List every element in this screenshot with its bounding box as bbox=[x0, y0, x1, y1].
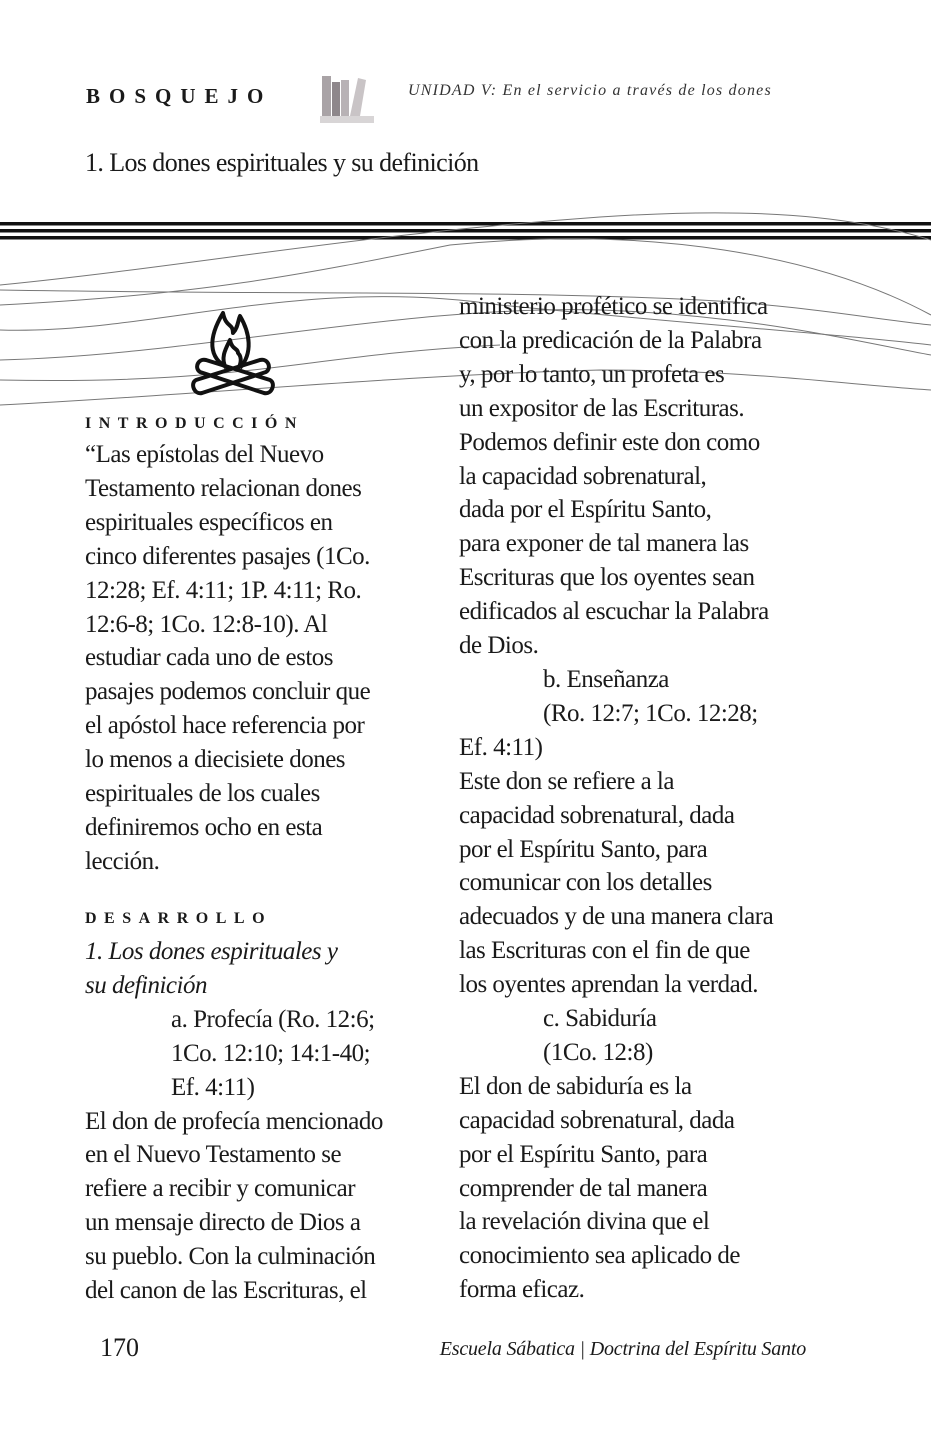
body-line: Escrituras que los oyentes sean bbox=[459, 564, 755, 592]
item-b-heading: (Ro. 12:7; 1Co. 12:28; bbox=[543, 699, 758, 727]
body-line: comprender de tal manera bbox=[459, 1174, 708, 1202]
development-section bbox=[85, 909, 430, 1308]
intro-line: 12:28; Ef. 4:11; 1P. 4:11; Ro. bbox=[85, 576, 362, 604]
item-b-heading: b. Enseñanza bbox=[543, 665, 669, 693]
body-line: dada por el Espíritu Santo, bbox=[459, 496, 712, 524]
campfire-icon bbox=[188, 308, 278, 398]
intro-line: definiremos ocho en esta bbox=[85, 813, 323, 841]
intro-line: el apóstol hace referencia por bbox=[85, 712, 365, 740]
intro-line: estudiar cada uno de estos bbox=[85, 644, 334, 672]
body-line: forma eficaz. bbox=[459, 1276, 585, 1304]
page-number: 170 bbox=[100, 1333, 139, 1362]
body-line: comunicar con los detalles bbox=[459, 869, 712, 897]
body-line: con la predicación de la Palabra bbox=[459, 326, 762, 354]
body-line: capacidad sobrenatural, dada bbox=[459, 1106, 735, 1134]
body-line: de Dios. bbox=[459, 632, 539, 660]
body-line: para exponer de tal manera las bbox=[459, 530, 749, 558]
intro-line: “Las epístolas del Nuevo bbox=[85, 441, 324, 468]
body-line: del canon de las Escrituras, el bbox=[85, 1277, 367, 1305]
item-c-heading: (1Co. 12:8) bbox=[543, 1038, 653, 1066]
body-line: Podemos definir este don como bbox=[459, 428, 760, 456]
body-line: El don de sabiduría es la bbox=[459, 1072, 692, 1100]
body-line: la capacidad sobrenatural, bbox=[459, 462, 707, 490]
body-line: Este don se refiere a la bbox=[459, 767, 674, 795]
body-line: El don de profecía mencionado bbox=[85, 1107, 383, 1135]
body-line: y, por lo tanto, un profeta es bbox=[459, 360, 725, 388]
body-line: adecuados y de una manera clara bbox=[459, 903, 774, 931]
section-heading-line: su definición bbox=[85, 971, 207, 999]
body-line: por el Espíritu Santo, para bbox=[459, 1140, 708, 1168]
introduction-heading: INTRODUCCIÓN bbox=[85, 415, 304, 432]
intro-line: Testamento relacionan dones bbox=[85, 474, 362, 502]
development-heading: DESARROLLO bbox=[85, 910, 273, 927]
body-line: ministerio profético se identifica bbox=[459, 293, 768, 320]
body-line: por el Espíritu Santo, para bbox=[459, 835, 708, 863]
body-line: refiere a recibir y comunicar bbox=[85, 1175, 356, 1203]
body-line: conocimiento sea aplicado de bbox=[459, 1242, 741, 1270]
introduction-section bbox=[85, 414, 430, 879]
body-line: capacidad sobrenatural, dada bbox=[459, 801, 735, 829]
body-line: un mensaje directo de Dios a bbox=[85, 1209, 361, 1237]
books-icon bbox=[320, 72, 374, 124]
lesson-subtitle: 1. Los dones espirituales y su definición bbox=[85, 148, 479, 177]
body-line: edificados al escuchar la Palabra bbox=[459, 598, 769, 626]
body-line: en el Nuevo Testamento se bbox=[85, 1141, 342, 1169]
item-a-heading: a. Profecía (Ro. 12:6; bbox=[171, 1005, 375, 1033]
intro-line: lo menos a diecisiete dones bbox=[85, 746, 346, 774]
item-c-heading: c. Sabiduría bbox=[543, 1005, 657, 1033]
item-b-heading: Ef. 4:11) bbox=[459, 733, 543, 761]
unit-title: UNIDAD V: En el servicio a través de los dones bbox=[408, 82, 772, 99]
section-brand: BOSQUEJO bbox=[86, 84, 273, 108]
intro-line: pasajes podemos concluir que bbox=[85, 678, 371, 706]
body-line: la revelación divina que el bbox=[459, 1208, 710, 1236]
body-line: las Escrituras con el fin de que bbox=[459, 937, 750, 965]
right-column bbox=[459, 290, 819, 1307]
book-title-footer: Escuela Sábatica | Doctrina del Espíritu Santo bbox=[439, 1338, 806, 1360]
intro-line: espirituales de los cuales bbox=[85, 780, 320, 808]
body-line: un expositor de las Escrituras. bbox=[459, 394, 745, 422]
body-line: los oyentes aprendan la verdad. bbox=[459, 971, 758, 999]
item-a-heading: 1Co. 12:10; 14:1-40; bbox=[171, 1039, 371, 1067]
body-line: su pueblo. Con la culminación bbox=[85, 1243, 376, 1271]
intro-line: 12:6-8; 1Co. 12:8-10). Al bbox=[85, 610, 328, 638]
intro-line: lección. bbox=[85, 847, 160, 875]
intro-line: espirituales específicos en bbox=[85, 508, 333, 536]
intro-line: cinco diferentes pasajes (1Co. bbox=[85, 542, 370, 570]
item-a-heading: Ef. 4:11) bbox=[171, 1073, 255, 1101]
section-heading-line: 1. Los dones espirituales y bbox=[85, 938, 338, 965]
